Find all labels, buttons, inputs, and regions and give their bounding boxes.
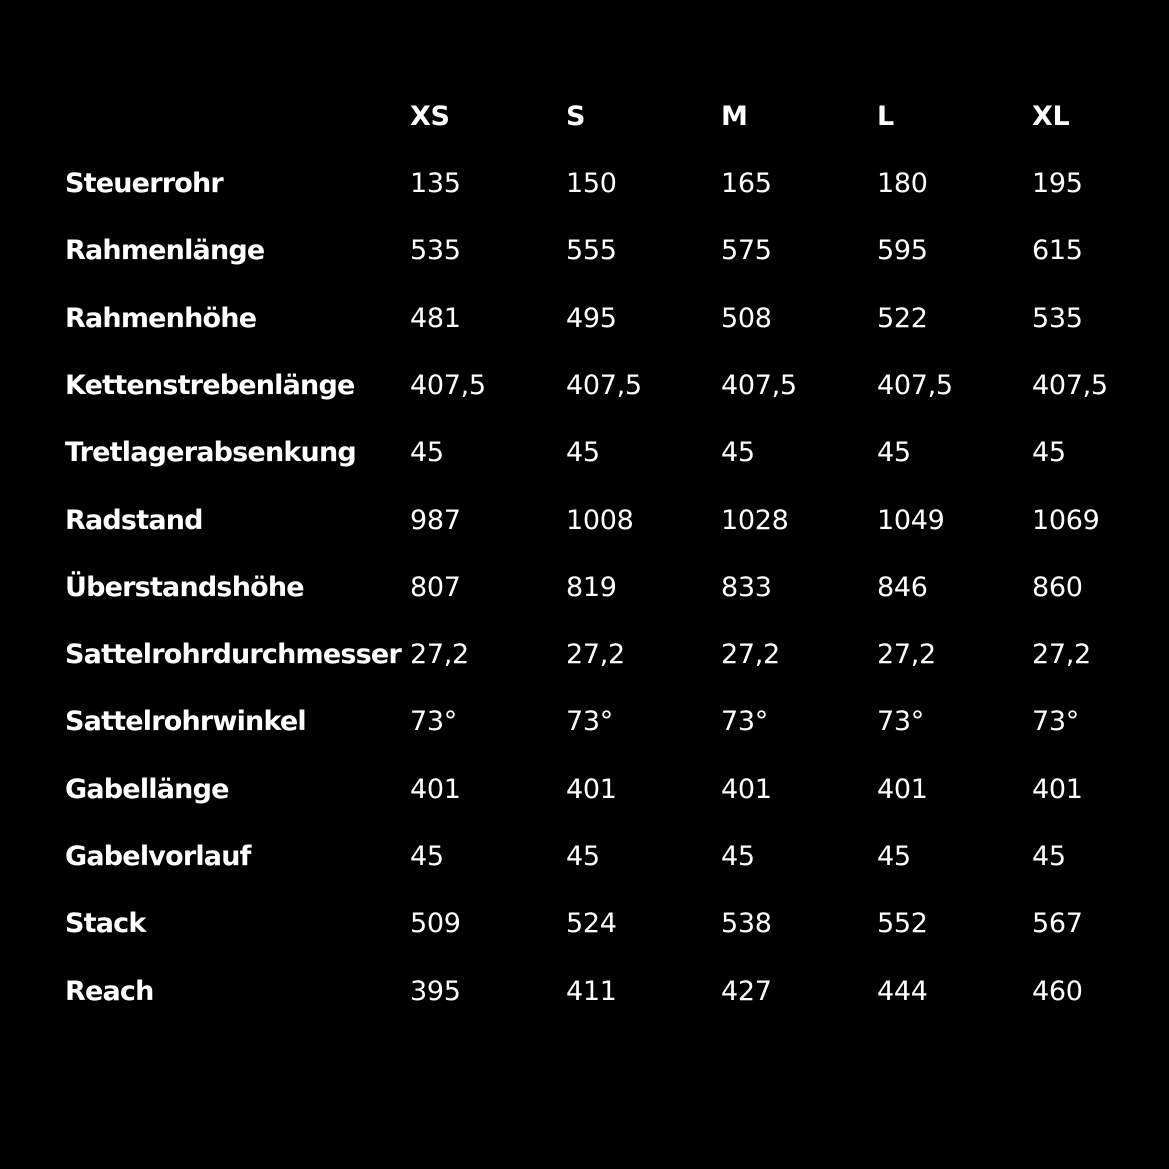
row-label: Kettenstrebenlänge bbox=[65, 370, 355, 401]
table-cell-m: 407,5 bbox=[721, 370, 797, 401]
table-cell-s: 407,5 bbox=[566, 370, 642, 401]
table-cell-s: 45 bbox=[566, 437, 600, 468]
table-row bbox=[0, 702, 1169, 742]
table-cell-xs: 135 bbox=[410, 168, 461, 199]
table-cell-s: 1008 bbox=[566, 505, 634, 536]
table-cell-m: 833 bbox=[721, 572, 772, 603]
table-cell-xs: 45 bbox=[410, 437, 444, 468]
table-cell-xs: 27,2 bbox=[410, 639, 469, 670]
table-cell-m: 165 bbox=[721, 168, 772, 199]
table-cell-xl: 407,5 bbox=[1032, 370, 1108, 401]
table-cell-l: 180 bbox=[877, 168, 928, 199]
table-row bbox=[0, 501, 1169, 541]
table-cell-s: 411 bbox=[566, 976, 617, 1007]
table-row bbox=[0, 433, 1169, 473]
table-cell-xl: 45 bbox=[1032, 437, 1066, 468]
table-cell-xl: 615 bbox=[1032, 235, 1083, 266]
table-cell-m: 45 bbox=[721, 437, 755, 468]
table-cell-l: 595 bbox=[877, 235, 928, 266]
row-label: Steuerrohr bbox=[65, 168, 223, 199]
table-cell-xs: 45 bbox=[410, 841, 444, 872]
table-cell-l: 846 bbox=[877, 572, 928, 603]
table-cell-xs: 73° bbox=[410, 706, 457, 737]
table-row bbox=[0, 972, 1169, 1012]
row-label: Überstandshöhe bbox=[65, 572, 304, 603]
row-label: Sattelrohrdurchmesser bbox=[65, 639, 401, 670]
table-cell-xl: 535 bbox=[1032, 303, 1083, 334]
table-cell-m: 1028 bbox=[721, 505, 789, 536]
column-header-xs: XS bbox=[410, 101, 450, 132]
row-label: Reach bbox=[65, 976, 154, 1007]
table-cell-m: 427 bbox=[721, 976, 772, 1007]
row-label: Stack bbox=[65, 908, 146, 939]
table-row bbox=[0, 904, 1169, 944]
table-cell-xs: 407,5 bbox=[410, 370, 486, 401]
table-cell-l: 552 bbox=[877, 908, 928, 939]
table-cell-l: 45 bbox=[877, 841, 911, 872]
table-cell-l: 407,5 bbox=[877, 370, 953, 401]
table-cell-l: 401 bbox=[877, 774, 928, 805]
table-cell-l: 522 bbox=[877, 303, 928, 334]
table-cell-xs: 395 bbox=[410, 976, 461, 1007]
table-row bbox=[0, 635, 1169, 675]
table-row bbox=[0, 568, 1169, 608]
table-cell-xl: 860 bbox=[1032, 572, 1083, 603]
table-row bbox=[0, 231, 1169, 271]
table-row bbox=[0, 770, 1169, 810]
table-cell-s: 150 bbox=[566, 168, 617, 199]
table-cell-xl: 460 bbox=[1032, 976, 1083, 1007]
table-row bbox=[0, 164, 1169, 204]
column-header-l: L bbox=[877, 101, 894, 132]
table-cell-m: 538 bbox=[721, 908, 772, 939]
table-cell-xl: 73° bbox=[1032, 706, 1079, 737]
table-cell-m: 73° bbox=[721, 706, 768, 737]
table-cell-xl: 567 bbox=[1032, 908, 1083, 939]
table-cell-xl: 45 bbox=[1032, 841, 1066, 872]
row-label: Sattelrohrwinkel bbox=[65, 706, 306, 737]
table-row bbox=[0, 299, 1169, 339]
table-header-row bbox=[0, 97, 1169, 137]
table-cell-l: 444 bbox=[877, 976, 928, 1007]
table-cell-s: 45 bbox=[566, 841, 600, 872]
table-cell-m: 508 bbox=[721, 303, 772, 334]
table-cell-xs: 401 bbox=[410, 774, 461, 805]
table-cell-xl: 195 bbox=[1032, 168, 1083, 199]
row-label: Tretlagerabsenkung bbox=[65, 437, 356, 468]
table-cell-m: 27,2 bbox=[721, 639, 780, 670]
table-cell-s: 27,2 bbox=[566, 639, 625, 670]
column-header-xl: XL bbox=[1032, 101, 1070, 132]
table-cell-s: 524 bbox=[566, 908, 617, 939]
table-cell-m: 575 bbox=[721, 235, 772, 266]
row-label: Gabellänge bbox=[65, 774, 229, 805]
row-label: Rahmenlänge bbox=[65, 235, 265, 266]
table-cell-xs: 807 bbox=[410, 572, 461, 603]
table-cell-s: 819 bbox=[566, 572, 617, 603]
table-cell-l: 27,2 bbox=[877, 639, 936, 670]
table-cell-m: 45 bbox=[721, 841, 755, 872]
row-label: Radstand bbox=[65, 505, 203, 536]
table-row bbox=[0, 837, 1169, 877]
table-cell-xs: 509 bbox=[410, 908, 461, 939]
table-cell-l: 1049 bbox=[877, 505, 945, 536]
row-label: Rahmenhöhe bbox=[65, 303, 257, 334]
table-cell-xs: 987 bbox=[410, 505, 461, 536]
table-cell-l: 45 bbox=[877, 437, 911, 468]
table-cell-s: 401 bbox=[566, 774, 617, 805]
table-cell-s: 555 bbox=[566, 235, 617, 266]
row-label: Gabelvorlauf bbox=[65, 841, 251, 872]
table-cell-s: 73° bbox=[566, 706, 613, 737]
table-cell-l: 73° bbox=[877, 706, 924, 737]
table-cell-xl: 27,2 bbox=[1032, 639, 1091, 670]
table-cell-m: 401 bbox=[721, 774, 772, 805]
table-cell-xs: 535 bbox=[410, 235, 461, 266]
table-cell-s: 495 bbox=[566, 303, 617, 334]
table-cell-xl: 1069 bbox=[1032, 505, 1100, 536]
column-header-m: M bbox=[721, 101, 748, 132]
column-header-s: S bbox=[566, 101, 586, 132]
table-row bbox=[0, 366, 1169, 406]
table-cell-xl: 401 bbox=[1032, 774, 1083, 805]
table-cell-xs: 481 bbox=[410, 303, 461, 334]
